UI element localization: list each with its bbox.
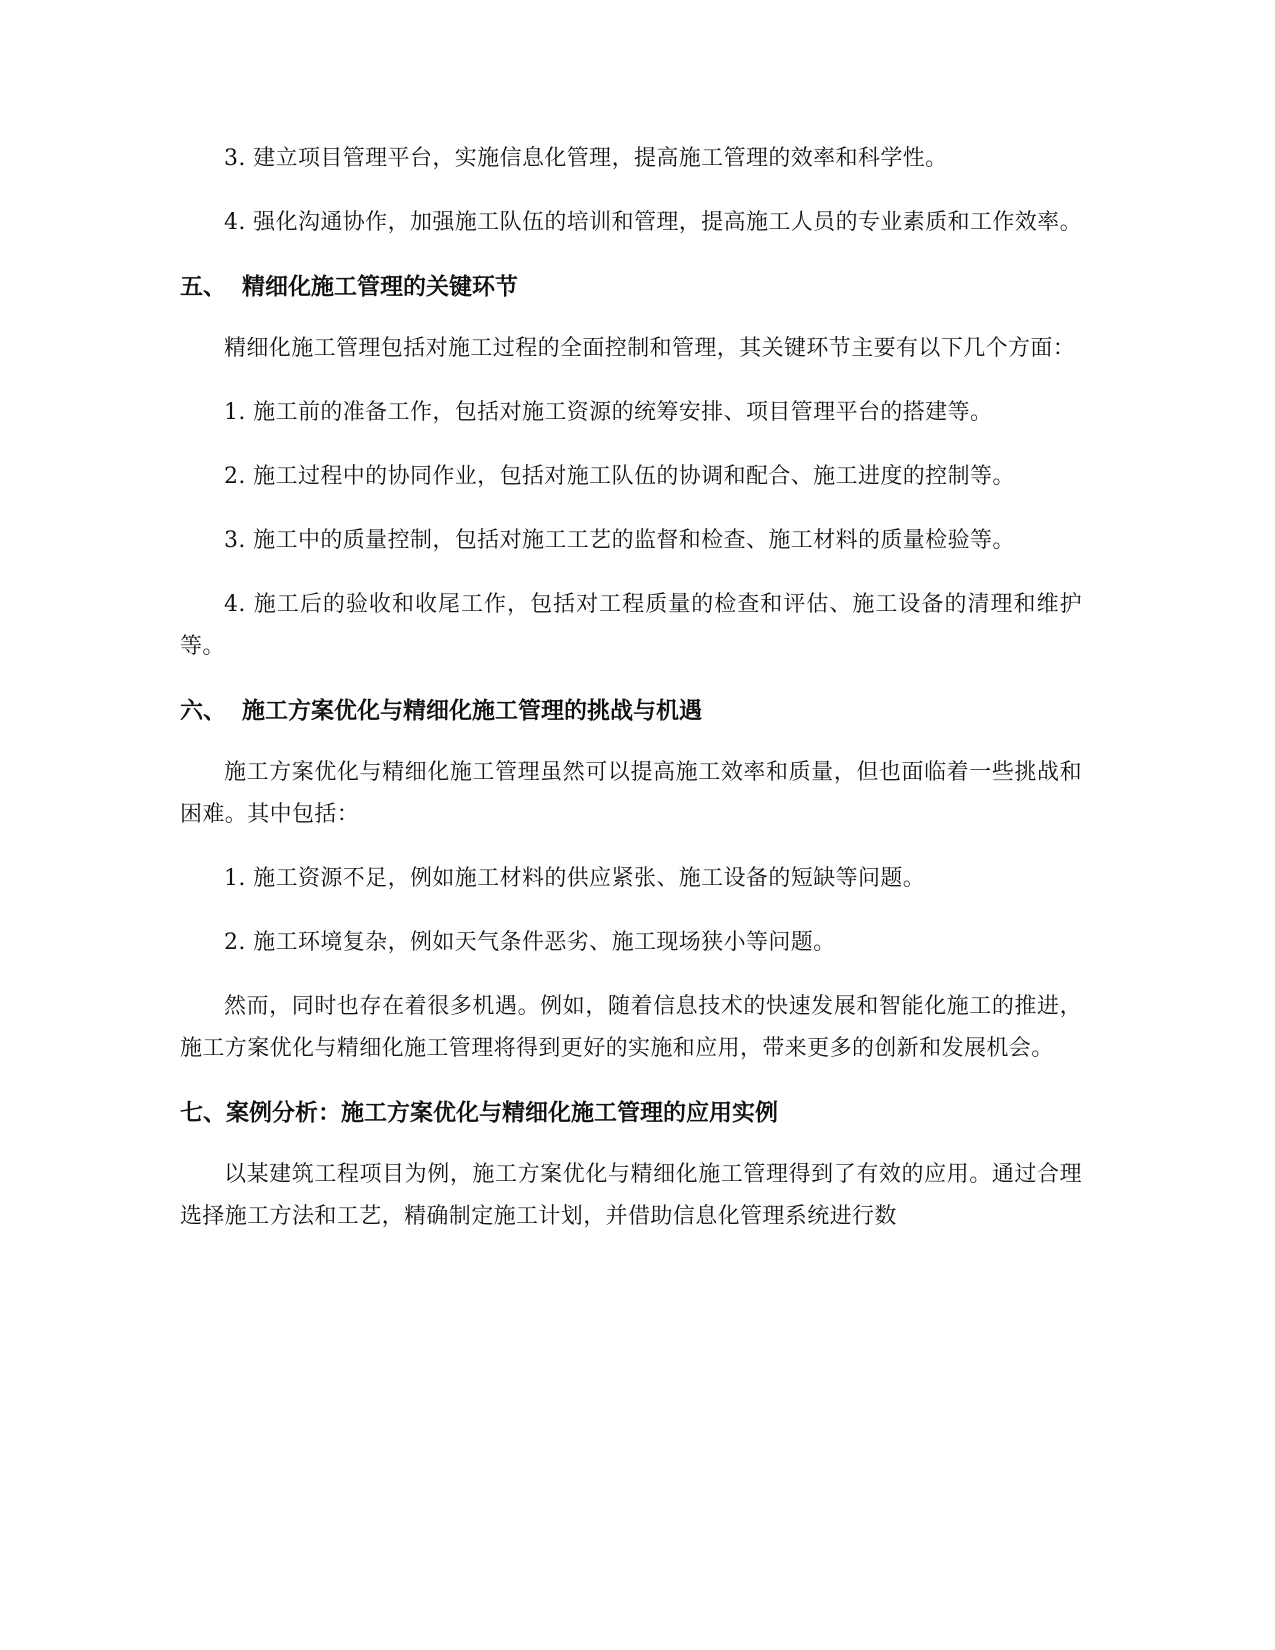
paragraph: 4. 强化沟通协作，加强施工队伍的培训和管理，提高施工人员的专业素质和工作效率。 [224,210,1082,235]
paragraph: 施工方案优化与精细化施工管理虽然可以提高施工效率和质量，但也面临着一些挑战和困难。其中包括： [180,760,1082,827]
paragraph: 精细化施工管理包括对施工过程的全面控制和管理，其关键环节主要有以下几个方面： [224,336,1076,361]
list-item: 2. 施工过程中的协同作业，包括对施工队伍的协调和配合、施工进度的控制等。 [224,464,1015,489]
section-heading: 六、 施工方案优化与精细化施工管理的挑战与机遇 [180,698,703,724]
paragraph: 以某建筑工程项目为例，施工方案优化与精细化施工管理得到了有效的应用。通过合理选择施工方法和工艺，精确制定施工计划，并借助信息化管理系统进行数 [180,1162,1082,1229]
paragraph: 然而，同时也存在着很多机遇。例如，随着信息技术的快速发展和智能化施工的推进，施工方案优化与精细化施工管理将得到更好的实施和应用，带来更多的创新和发展机会。 [180,994,1082,1061]
list-item: 2. 施工环境复杂，例如天气条件恶劣、施工现场狭小等问题。 [224,930,836,955]
list-item: 4. 施工后的验收和收尾工作，包括对工程质量的检查和评估、施工设备的清理和维护等。 [180,592,1082,659]
document-page [180,138,1082,1260]
list-item: 1. 施工资源不足，例如施工材料的供应紧张、施工设备的短缺等问题。 [224,866,926,891]
list-item: 1. 施工前的准备工作，包括对施工资源的统筹安排、项目管理平台的搭建等。 [224,400,993,425]
paragraph: 3. 建立项目管理平台，实施信息化管理，提高施工管理的效率和科学性。 [224,146,948,171]
section-heading: 五、 精细化施工管理的关键环节 [180,274,519,300]
list-item: 3. 施工中的质量控制，包括对施工工艺的监督和检查、施工材料的质量检验等。 [224,528,1015,553]
section-heading: 七、案例分析：施工方案优化与精细化施工管理的应用实例 [180,1100,778,1126]
